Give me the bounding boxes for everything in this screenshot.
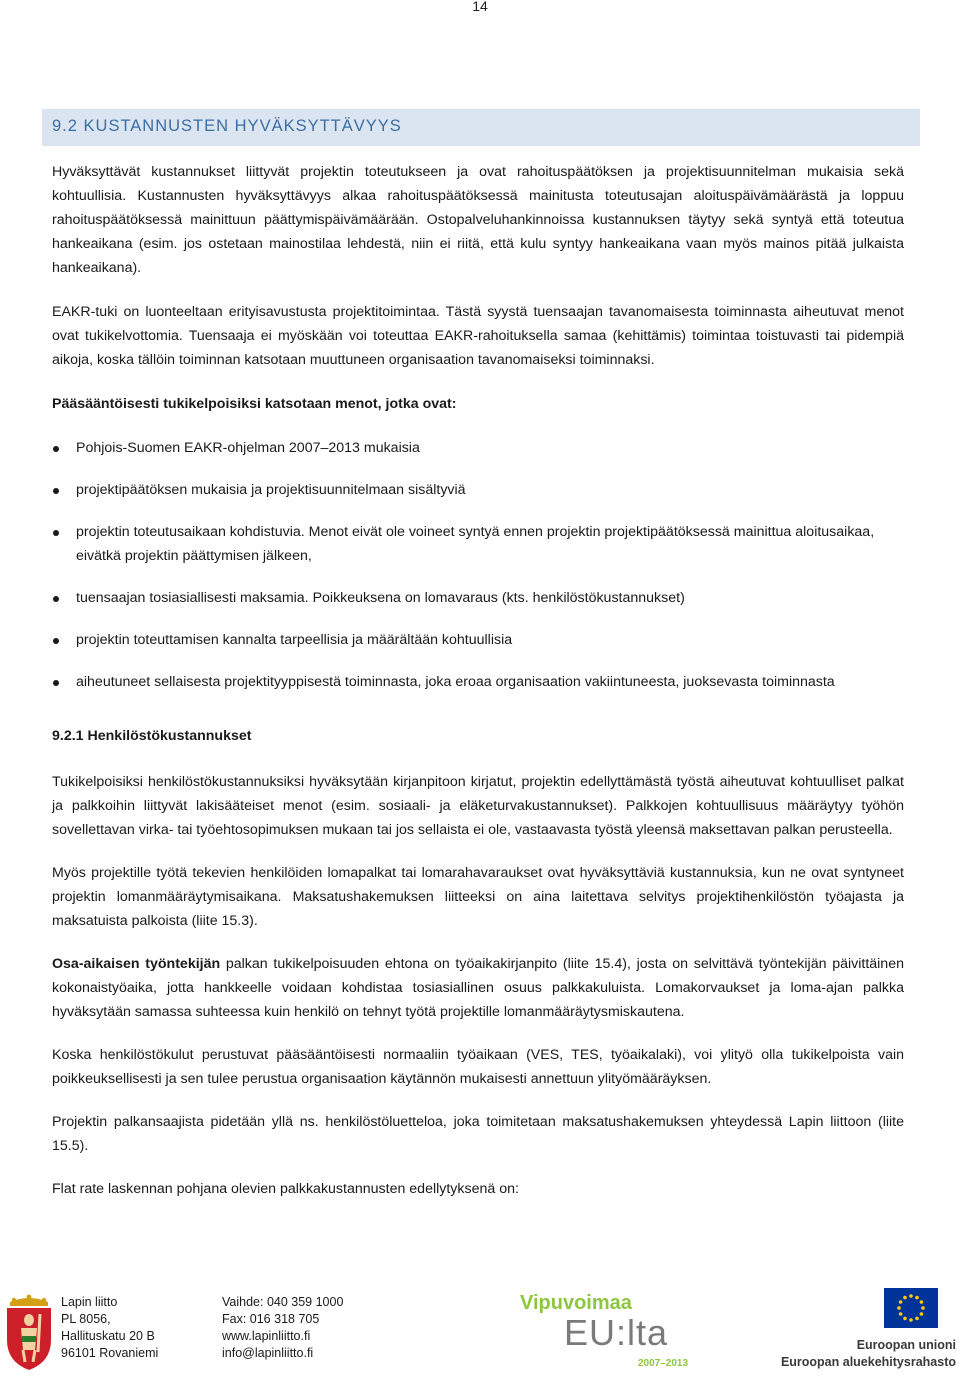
bullet-icon: [53, 446, 59, 452]
list-item-text: tuensaajan tosiasiallisesti maksamia. Poikkeuksena on lomavaraus (kts. henkilöstökustannukset): [76, 590, 685, 606]
list-item-text: Pohjois-Suomen EAKR-ohjelman 2007–2013 mukaisia: [76, 440, 420, 456]
vipuvoimaa-logo: [520, 1292, 710, 1372]
subsection-heading: 9.2.1 Henkilöstökustannukset: [52, 728, 252, 744]
bullet-icon: [53, 680, 59, 686]
section-heading: 9.2 KUSTANNUSTEN HYVÄKSYTTÄVYYS: [52, 117, 402, 135]
vipuvoimaa-eu: EU:lta: [564, 1312, 669, 1353]
list-item-text: projektipäätöksen mukaisia ja projektisuunnitelmaan sisältyviä: [76, 482, 466, 498]
list-item-text: projektin toteutusaikaan kohdistuvia. Menot eivät ole voineet syntyä ennen projektin projektipäätöksessä mainittua aloitusaikaa, eivätkä projektin päättymisen jälkeen,: [76, 524, 875, 564]
list-item: [52, 436, 904, 460]
vipuvoimaa-years: 2007–2013: [638, 1358, 689, 1369]
list-item: [52, 478, 904, 502]
part-time-label: Osa-aikaisen työntekijän: [52, 956, 221, 972]
footer-email-link[interactable]: info@lapinliitto.fi: [222, 1346, 314, 1360]
list-item: [52, 520, 904, 568]
list-item: [52, 586, 904, 610]
footer-address-line: Hallituskatu 20 B: [61, 1329, 155, 1343]
page-number: 14: [472, 0, 488, 14]
list-item: [52, 670, 904, 694]
list-item-text: projektin toteuttamisen kannalta tarpeellisia ja määrältään kohtuullisia: [76, 632, 513, 648]
footer-address-line: Lapin liitto: [61, 1295, 118, 1309]
page-footer: [0, 1288, 960, 1376]
paragraph-holiday-pay: Myös projektille työtä tekevien henkilöiden lomapalkat tai lomarahavaraukset ovat hyväksyttäviä kustannuksia, kun ne ovat syntyneet projektin lomanmääräytymisaikana. Maksatushakemuksen liitteeksi on aina laitettava selvitys projektihenkilöstön työajasta ja maksatuista palkoista (liite 15.3).: [52, 865, 904, 929]
bullet-icon: [53, 596, 59, 602]
footer-contact: [222, 1294, 343, 1362]
footer-address: [61, 1294, 158, 1362]
part-time-text: palkan tukikelpoisuuden ehtona on työaikakirjanpito (liite 15.4), josta on selvittävä työntekijän päivittäinen kokonaistyöaika, jotta hankkeelle voidaan kohdistaa tosiasiallinen osuus palkkakuluista. Lomakorvaukset ja loma-ajan palkka hyväksytään samassa suhteessa kuin henkilö on tehnyt työtä projektille lomanmääräytysmiskautena.: [52, 956, 904, 1020]
vipuvoimaa-title: Vipuvoimaa: [520, 1292, 632, 1314]
footer-address-line: 96101 Rovaniemi: [61, 1346, 159, 1360]
paragraph-flat-rate: Flat rate laskennan pohjana olevien palkkakustannusten edellytyksenä on:: [52, 1181, 519, 1197]
eu-union-label: Euroopan unioni: [856, 1338, 956, 1352]
eu-fund-label: Euroopan aluekehitysrahasto: [780, 1355, 956, 1369]
footer-fax: Fax: 016 318 705: [222, 1312, 320, 1326]
footer-address-line: PL 8056,: [61, 1312, 111, 1326]
paragraph-overtime: Koska henkilöstökulut perustuvat pääsääntöisesti normaaliin työaikaan (VES, TES, työaikalaki), voi ylityö olla tukikelpoista vain poikkeuksellisesti ja sen tulee perustua organisaation käytännön mukaisesti annettuun ylityömääräyksen.: [52, 1047, 904, 1087]
bullet-icon: [53, 638, 59, 644]
paragraph-staff-register: Projektin palkansaajista pidetään yllä ns. henkilöstöluetteloa, joka toimitetaan maksatushakemuksen yhteydessä Lapin liittoon (liite 15.5).: [52, 1114, 904, 1154]
list-item: [52, 628, 904, 652]
paragraph-part-time: [52, 952, 904, 1024]
footer-website-link[interactable]: www.lapinliitto.fi: [222, 1329, 311, 1343]
list-item-text: aiheutuneet sellaisesta projektityyppisestä toiminnasta, joka eroaa organisaation vakiintuneesta, juoksevasta toiminnasta: [76, 674, 835, 690]
paragraph-eligibility: Hyväksyttävät kustannukset liittyvät projektin toteutukseen ja ovat rahoituspäätöksen ja projektisuunnitelman mukaisia sekä kohtuullisia. Kustannusten hyväksyttävyys alkaa rahoituspäätöksessä mainitusta toteutusajan aloituspäivämäärästä ja loppuu rahoituspäätöksessä mainittuun päättymispäivämäärään. Ostopalveluhankinnoissa kustannuksen täytyy sekä syntyä että toteutua hankeaikana (esim. jos ostetaan mainostilaa lehdestä, niin ei riitä, että kulu syntyy hankeaikana vaan myös mainos pitää julkaista hankeaikana).: [52, 164, 904, 276]
paragraph-personnel-costs: Tukikelpoisiksi henkilöstökustannuksiksi hyväksytään kirjanpitoon kirjatut, projektin edellyttämästä työstä aiheutuvat kohtuulliset palkat ja palkkoihin liittyvät lakisääteiset menot (esim. sosiaali- ja eläketurvakustannukset). Palkkojen kohtuullisuus määräytyy työhön sovellettavan virka- tai työehtosopimuksen mukaan tai jos sellaista ei ole, vastaavasta työstä yleensä maksettavan palkan perusteella.: [52, 774, 904, 838]
eu-flag-icon: [884, 1288, 938, 1328]
lapland-coat-of-arms-icon: [4, 1292, 54, 1372]
eu-logo: [778, 1288, 958, 1374]
document-body: [52, 160, 904, 1220]
footer-phone: Vaihde: 040 359 1000: [222, 1295, 344, 1309]
section-heading-band: [42, 109, 920, 146]
paragraph-eakr-support: EAKR-tuki on luonteeltaan erityisavustusta projektitoimintaa. Tästä syystä tuensaajan tavanomaisesta toiminnasta aiheutuvat menot ovat tukikelvottomia. Tuensaaja ei myöskään voi toteuttaa EAKR-rahoituksella samaa (kehittämis) toimintaa toistuvasti tai pidempiä aikoja, koska tällöin toiminnan katsotaan muuttuneen organisaation tavanomaiseksi toiminnaksi.: [52, 304, 904, 368]
paragraph-criteria-intro: Pääsääntöisesti tukikelpoisiksi katsotaan menot, jotka ovat:: [52, 396, 457, 412]
bullet-icon: [53, 530, 59, 536]
bullet-icon: [53, 488, 59, 494]
criteria-list: [52, 436, 904, 694]
